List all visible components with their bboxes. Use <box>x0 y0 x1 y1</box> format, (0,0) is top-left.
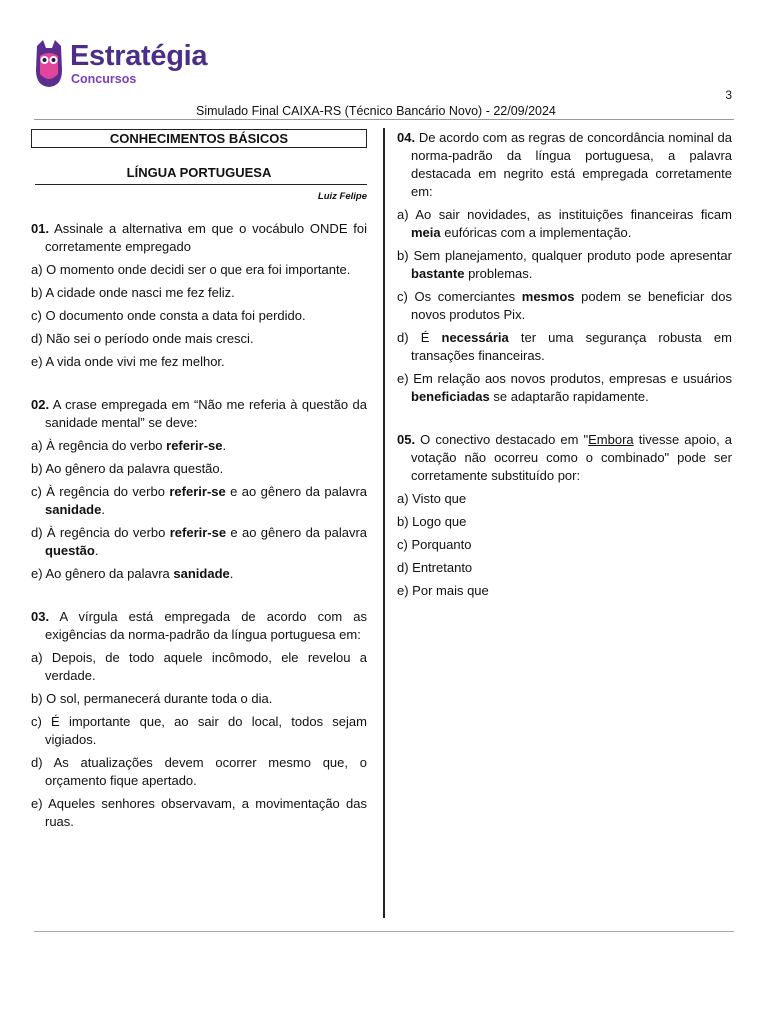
question-stem: 05. O conectivo destacado em "Embora tivesse apoio, a votação não ocorreu como o combinado" pode ser corretamente substituído por: <box>397 432 732 483</box>
option-b[interactable]: b) Ao gênero da palavra questão. <box>31 461 224 476</box>
page-number: 3 <box>725 88 732 102</box>
brand-subtitle: Concursos <box>71 72 137 86</box>
option-a[interactable]: a) Depois, de todo aquele incômodo, ele revelou a verdade. <box>31 650 367 683</box>
option-a[interactable]: a) O momento onde decidi ser o que era foi importante. <box>31 262 351 277</box>
option-c[interactable]: c) É importante que, ao sair do local, todos sejam vigiados. <box>31 714 367 747</box>
option-c[interactable]: c) Os comerciantes mesmos podem se beneficiar dos novos produtos Pix. <box>397 289 732 322</box>
option-e[interactable]: e) Por mais que <box>397 583 489 598</box>
left-column <box>31 129 367 831</box>
question-stem <box>31 220 367 256</box>
option-a[interactable]: a) À regência do verbo referir-se. <box>31 438 227 453</box>
question-number: 03. <box>31 609 50 624</box>
question-stem <box>397 129 732 201</box>
question-stem <box>31 396 367 432</box>
option-d[interactable]: d) Não sei o período onde mais cresci. <box>31 331 254 346</box>
highlighted-connective: Embora <box>588 432 634 447</box>
question-01 <box>31 220 367 371</box>
option-b[interactable]: b) A cidade onde nasci me fez feliz. <box>31 285 235 300</box>
question-number: 02. <box>31 397 50 412</box>
question-number: 01. <box>31 221 50 236</box>
subject-title: LÍNGUA PORTUGUESA <box>126 165 272 180</box>
option-b[interactable]: b) Logo que <box>397 514 467 529</box>
option-c[interactable]: c) Porquanto <box>397 537 472 552</box>
question-03 <box>31 608 367 831</box>
option-e[interactable]: e) Em relação aos novos produtos, empresas e usuários beneficiadas se adaptarão rapidamente. <box>397 371 732 404</box>
exam-title: Simulado Final CAIXA-RS (Técnico Bancário Novo) - 22/09/2024 <box>196 104 556 118</box>
question-text: A crase empregada em “Não me referia à questão da sanidade mental” se deve: <box>45 397 367 430</box>
option-d[interactable]: d) À regência do verbo referir-se e ao gênero da palavra questão. <box>31 525 367 558</box>
subject-divider <box>35 184 367 185</box>
question-text: Assinale a alternativa em que o vocábulo ONDE foi corretamente empregado <box>45 221 367 254</box>
owl-logo-icon <box>34 40 64 88</box>
question-text: A vírgula está empregada de acordo com as exigências da norma-padrão da língua portuguesa em: <box>45 609 367 642</box>
author-name: Luiz Felipe <box>317 191 367 202</box>
question-04 <box>397 129 732 406</box>
brand-name: Estratégia <box>70 40 208 72</box>
column-divider <box>383 128 385 918</box>
option-d[interactable]: d) As atualizações devem ocorrer mesmo que, o orçamento fique apertado. <box>31 755 367 788</box>
option-a[interactable]: a) Ao sair novidades, as instituições financeiras ficam meia eufóricas com a implementação. <box>397 207 732 240</box>
question-number: 04. <box>397 130 416 145</box>
option-b[interactable]: b) O sol, permanecerá durante toda o dia. <box>31 691 273 706</box>
header-divider <box>34 119 734 120</box>
option-d[interactable]: d) Entretanto <box>397 560 473 575</box>
option-c[interactable]: c) O documento onde consta a data foi perdido. <box>31 308 306 323</box>
question-05 <box>397 431 732 600</box>
option-e[interactable]: e) A vida onde vivi me fez melhor. <box>31 354 225 369</box>
question-stem <box>31 608 367 644</box>
option-d[interactable]: d) É necessária ter uma segurança robusta em transações financeiras. <box>397 330 732 363</box>
section-title: CONHECIMENTOS BÁSICOS <box>31 129 367 148</box>
option-a[interactable]: a) Visto que <box>397 491 467 506</box>
footer-divider <box>34 931 734 932</box>
option-b[interactable]: b) Sem planejamento, qualquer produto pode apresentar bastante problemas. <box>397 248 732 281</box>
question-number: 05. <box>397 432 416 447</box>
option-e[interactable]: e) Ao gênero da palavra sanidade. <box>31 566 234 581</box>
question-text: De acordo com as regras de concordância nominal da norma-padrão da língua portuguesa, a palavra destacada em negrito está empregada corretamente em: <box>411 130 732 199</box>
right-column <box>397 129 732 600</box>
option-c[interactable]: c) À regência do verbo referir-se e ao gênero da palavra sanidade. <box>31 484 368 517</box>
estrategia-logo <box>34 40 234 90</box>
question-02 <box>31 396 367 583</box>
option-e[interactable]: e) Aqueles senhores observavam, a movimentação das ruas. <box>31 796 367 829</box>
